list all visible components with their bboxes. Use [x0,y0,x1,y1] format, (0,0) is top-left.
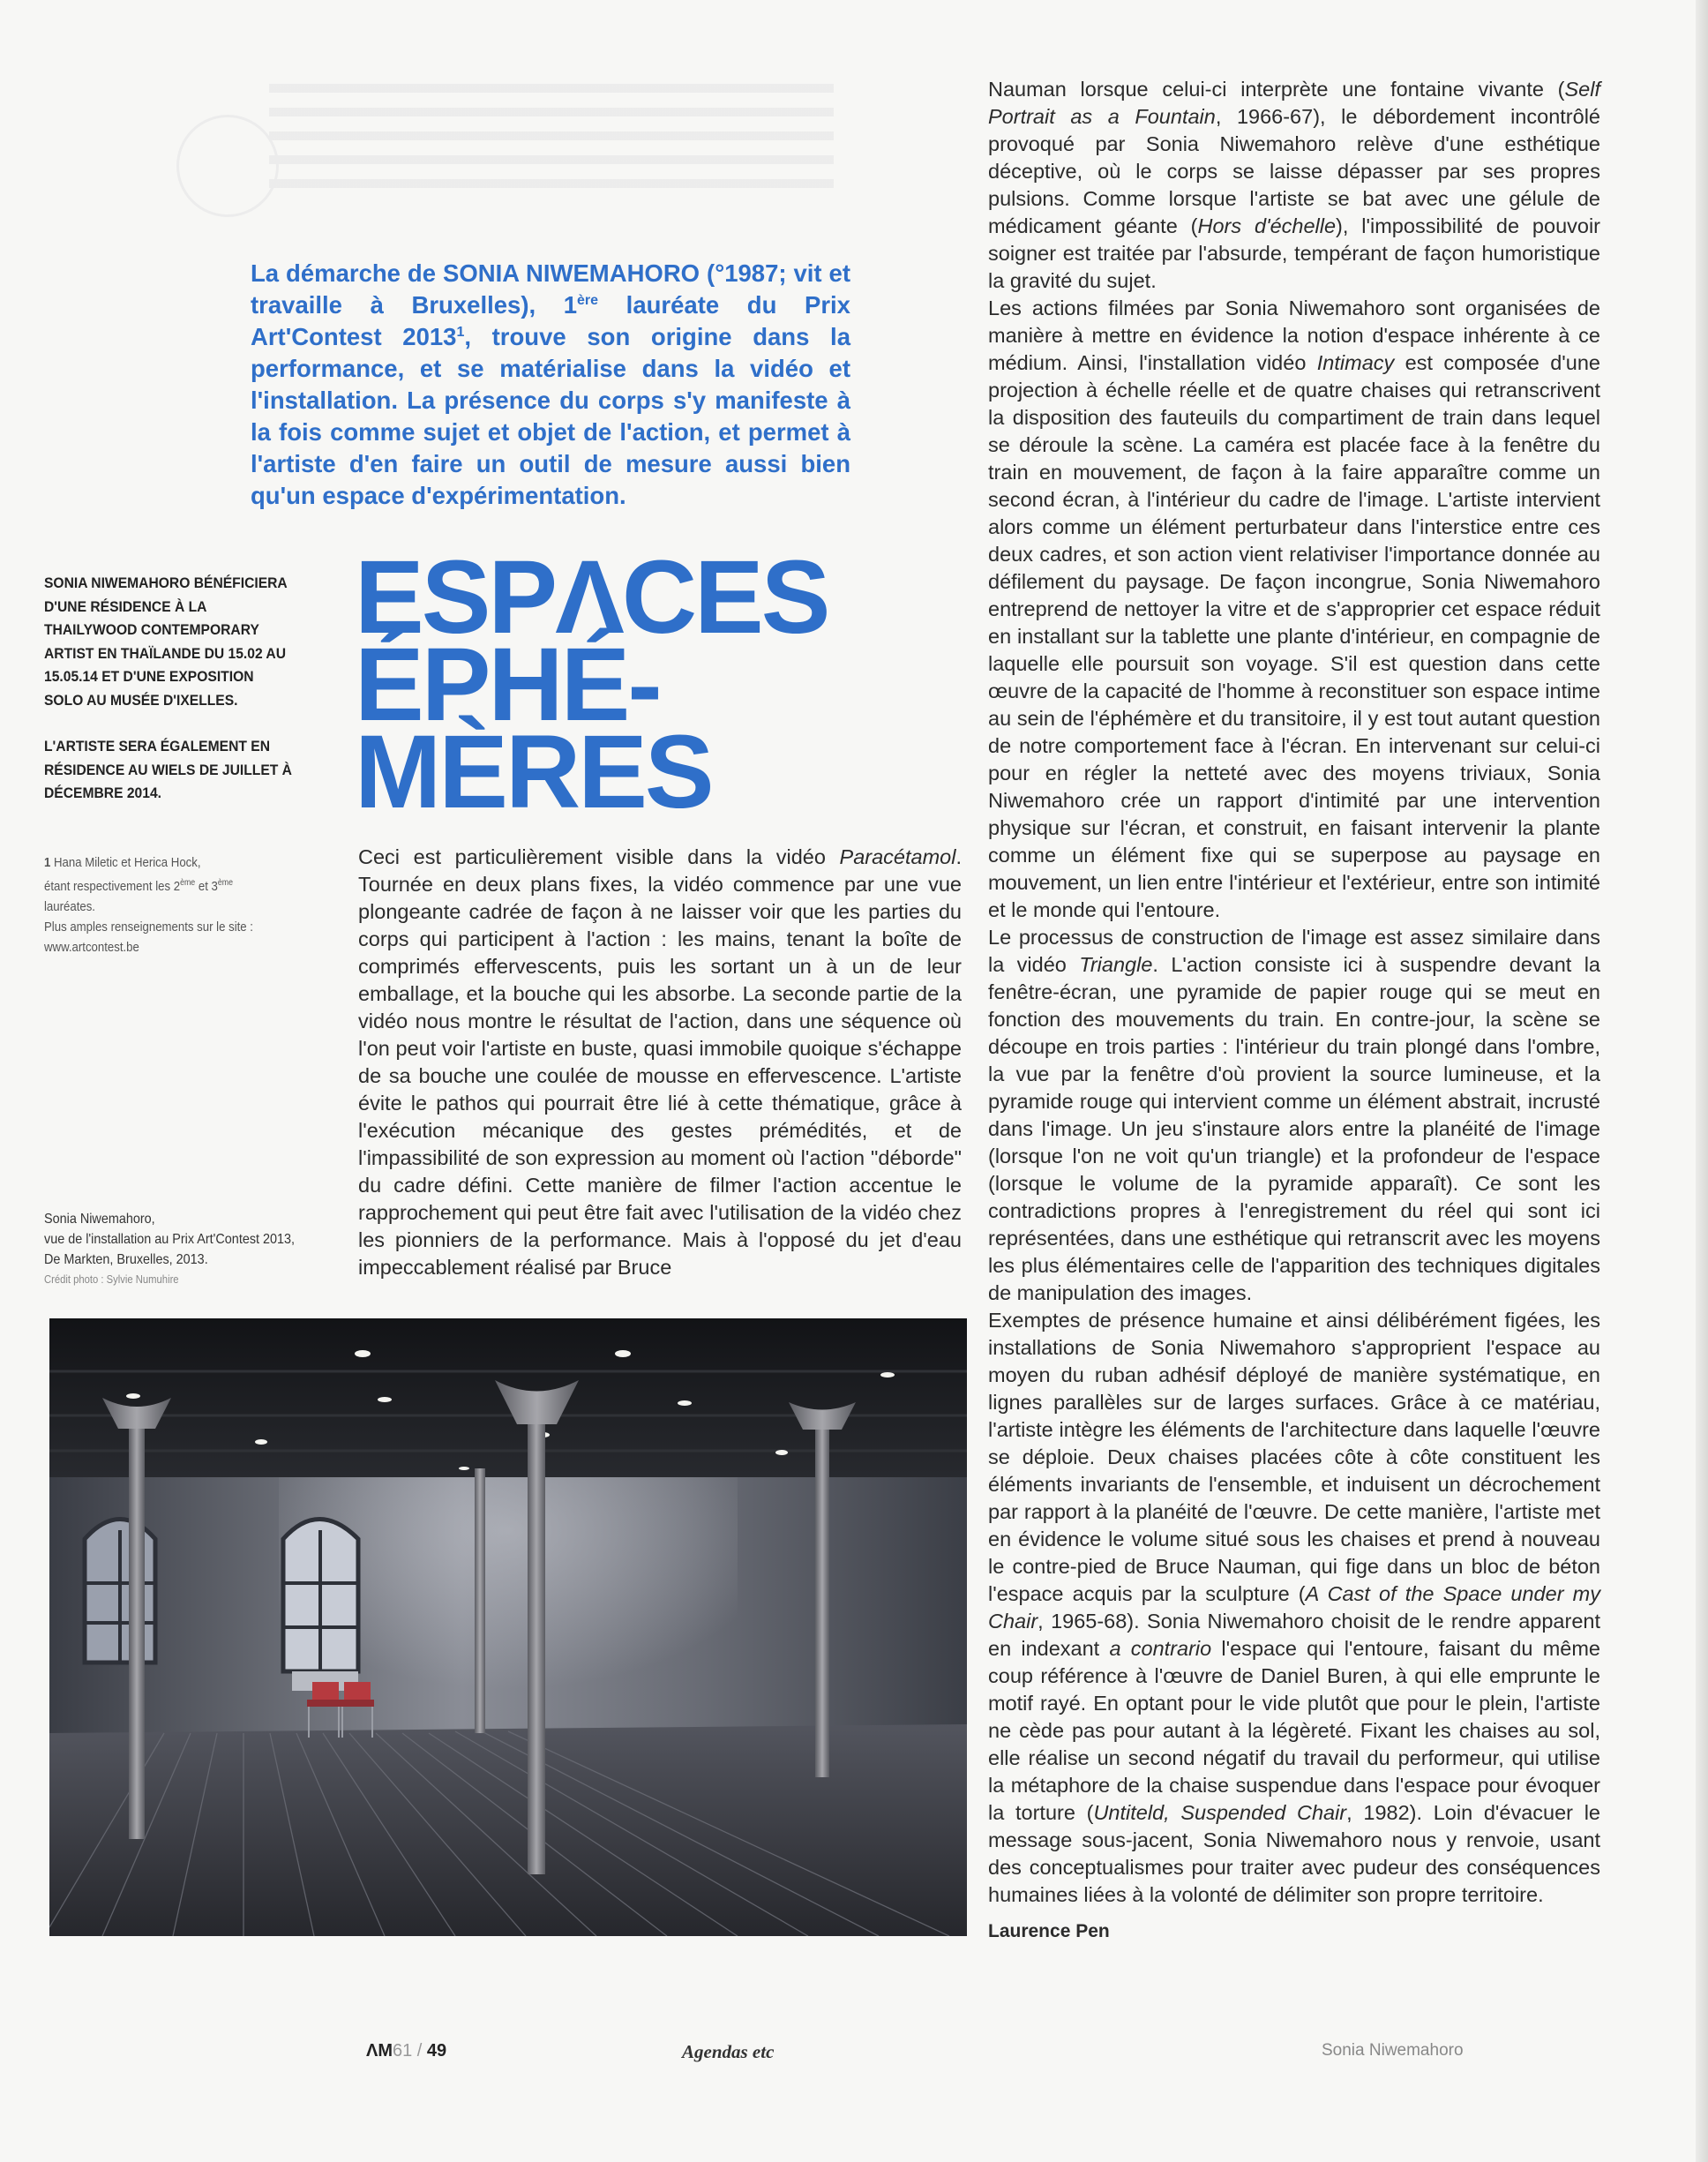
body-text: ), l'impossibilité de pouvoir soigner est traitée par l'absurde, tempérant de façon humoristique la gravité du sujet. [988,214,1600,292]
artcontest-link[interactable]: www.artcontest.be [44,940,139,955]
show-through-text [269,84,834,190]
work-title: Paracétamol [839,845,956,868]
footnote-text: étant respectivement les 2 [44,879,181,894]
footnote-text: Hana Miletic et Herica Hock, [50,855,201,870]
intro-text: lauréate du Prix Art'Contest 2013 [251,291,850,350]
body-text: est composée d'une projection à échelle réelle et de quatre chaises qui retranscrivent la disposition des fauteuils du compartiment de train dans lequel se déroule la scène. La caméra est placée face à la fenêtre du train en mouvement, de façon à la faire apparaître comme un second écran, à l'intérieur du cadre de l'image. L'artiste intervient alors comme un élément perturbateur dans l'interstice entre ces deux cadres, et son action vient relativiser l'importance donnée au défilement du paysage. De façon incongrue, Sonia Niwemahoro entreprend de nettoyer la vitre et de s'approprier cet espace réduit en installant sur la tablette une plante d'intérieur, en compagnie de laquelle elle poursuit son voyage. S'il est question dans cette œuvre de la capacité de l'homme à reconstituer son espace intime au sein de l'éphémère et du transitoire, il y est tout autant question de notre comportement face à l'écran. En intervenant sur celui-ci pour en régler la netteté avec des moyens triviaux, Sonia Niwemahoro crée un rapport d'intimité par une intervention physique sur l'écran, et construit, en faisant intervenir la plante comme un élément fixe qui se superpose au paysage en mouvement, un lien entre l'intérieur et l'extérieur, entre son intimité et le monde qui l'entoure. [988,351,1600,921]
body-column-middle [358,844,962,1281]
body-text: , 1965-68). Sonia Niwemahoro choisit de le rendre apparent en indexant [988,1610,1600,1660]
residency-note-2: L'ARTISTE SERA ÉGALEMENT EN RÉSIDENCE AU WIELS DE JUILLET À DÉCEMBRE 2014. [44,738,292,801]
folio-separator: / [412,2041,427,2061]
intro-paragraph [251,258,850,512]
footnote-text: Plus amples renseignements sur le site : [44,920,253,935]
article-headline [355,539,849,830]
artist-name: SONIA NIWEMAHORO [442,259,700,287]
body-text: Le processus de construction de l'image est assez similaire dans la vidéo [988,926,1600,976]
installation-photo [49,1318,967,1936]
page-number: 49 [426,2041,447,2061]
body-text: Nauman lorsque celui-ci interprète une fontaine vivante ( [988,78,1565,101]
work-title: Triangle [1079,953,1153,976]
photo-caption [44,1209,314,1290]
intro-text: , trouve son origine dans la performance, et se matérialise dans la vidéo et l'installation. La présence du corps s'y manifeste à la fois comme sujet et objet de l'action, et permet à l'artiste d'en faire un outil de mesure aussi bien qu'un espace d'expérimentation. [251,323,850,509]
work-title: A Cast of the Space under my Chair [988,1582,1600,1633]
footnote-ref: 1 [456,324,465,340]
magazine-logo: ΛM [366,2041,393,2061]
work-title: Untiteld, Suspended Chair [1093,1801,1347,1824]
footnote-text: lauréates. [44,899,95,914]
section-name: Agendas etc [682,2041,775,2062]
footnote-number: 1 [44,855,51,870]
residency-note-1: SONIA NIWEMAHORO BÉNÉFICIERA D'UNE RÉSIDENCE À LA THAILYWOOD CONTEMPORARY ARTIST EN THAÏLANDE DU 15.02 AU 15.05.14 ET D'UNE EXPOSITION SOLO AU MUSÉE D'IXELLES. [44,574,288,709]
photo-credit: Crédit photo : Sylvie Numuhire [44,1273,179,1286]
author-signature: Laurence Pen [988,1921,1110,1941]
body-text: , 1966-67), le débordement incontrôlé provoqué par Sonia Niwemahoro relève d'une esthétique déceptive, où le corps se laisse dépasser par ses propres pulsions. Comme lorsque l'artiste se bat avec une gélule de médicament géante ( [988,105,1600,237]
body-column-right [988,76,1600,1945]
headline-line-1: ESPΛCES [355,539,828,656]
body-text: Ceci est particulièrement visible dans la vidéo [358,845,840,868]
ordinal-sup: ème [217,878,234,888]
body-text: . L'action consiste ici à suspendre devant la fenêtre-écran, une pyramide de papier rouge qui se meut en fonction des mouvements du train. En contre-jour, la scène se découpe en trois parties : l'intérieur du train plongé dans l'ombre, la vue par la fenêtre d'où provient la source lumineuse, et la pyramide rouge qui intervient comme un élément abstrait, incrusté dans l'image. Un jeu s'instaure alors entre la planéité de l'image (lorsque l'on ne voit qu'un triangle) et la profondeur de l'espace (lorsque le volume de la pyramide apparaît). Ce sont les contradictions propres à l'enregistrement du réel qui sont ici représentées, dans une esthétique qui retranscrit avec les moyens les plus élémentaires celle de l'apparition des techniques digitales de manipulation des images. [988,953,1600,1304]
latin-phrase: a contrario [1109,1637,1212,1660]
headline-line-2: ÉPHÉ- [355,627,660,743]
ordinal-sup: ère [577,292,599,308]
footnote [44,853,293,958]
headline-line-3: MÈRES [355,714,712,830]
body-text: Les actions filmées par Sonia Niwemahoro sont organisées de manière à mettre en évidence la notion d'espace inhérente à ce médium. Ainsi, l'installation vidéo [988,297,1600,374]
intro-text: La démarche de [251,259,443,287]
issue-number: 61 [393,2041,413,2061]
body-text: l'espace qui l'entoure, faisant du même coup référence à l'œuvre de Daniel Buren, à qui elle emprunte le motif rayé. En optant pour le vide plutôt que pour le plein, l'artiste ne cède pas pour autant à la légèreté. Fixant les chaises au sol, elle réalise un second négatif du travail du performeur, qui utilise la métaphore de la chaise suspendue dans l'espace pour évoquer la torture ( [988,1637,1601,1824]
work-title: Hors d'échelle [1197,214,1337,237]
intro-text: (°1987; vit et travaille à Bruxelles), 1 [251,259,850,319]
caption-artist: Sonia Niwemahoro, [44,1212,155,1227]
residency-note [44,572,296,829]
show-through-circle [176,115,279,217]
body-text: Exemptes de présence humaine et ainsi délibérément figées, les installations de Sonia Niwemahoro s'approprient l'espace au moyen du ruban adhésif déployé de manière systématique, en lignes parallèles sur de larges surfaces. Grâce à ce matériau, l'artiste intègre les éléments de l'architecture dans laquelle l'œuvre se déploie. Deux chaises placées côte à côte constituent les éléments invariants de l'ensemble, et induisent un décrochement par rapport à la planéité de l'œuvre. De cette manière, l'artiste met en évidence le volume situé sous les chaises et prend à nouveau le contre-pied de Bruce Nauman, qui fige dans un bloc de béton l'espace acquis par la sculpture ( [988,1309,1600,1605]
work-title: Intimacy [1316,351,1395,374]
body-text: . Tournée en deux plans fixes, la vidéo commence par une vue plongeante cadrée de façon à ne laisser voir que les parties du corps qui participent à l'action : les mains, tenant la boîte de comprimés effervescents, puis les sortant un à un de leur emballage, et la bouche qui les absorbe. La seconde partie de la vidéo nous montre le résultat de l'action, dans une séquence où l'on peut voir l'artiste en buste, quasi immobile quoique s'échappe de sa bouche une coulée de mousse en effervescence. L'artiste évite le pathos qui pourrait être lié à cette thématique, grâce à l'exécution mécanique des gestes prémédités, et de l'impassibilité de son expression au moment où l'action "déborde" du cadre défini. Cette manière de filmer l'action accentue le rapprochement qui peut être fait avec l'utilisation de la vidéo chez les pionniers de la performance. Mais à l'opposé du jet d'eau impeccablement réalisé par Bruce [358,845,962,1279]
folio [366,2041,446,2061]
ordinal-sup: ème [180,878,196,888]
footnote-text: et 3 [195,879,218,894]
caption-description: vue de l'installation au Prix Art'Contest 2013, De Markten, Bruxelles, 2013. [44,1232,296,1267]
work-title: Self Portrait as a Fountain [988,78,1600,128]
page-edge [1696,0,1708,2162]
running-artist-name: Sonia Niwemahoro [1322,2041,1464,2060]
body-text: , 1982). Loin d'évacuer le message sous-jacent, Sonia Niwemahoro nous y renvoie, usant des conceptualismes pour traiter avec pudeur des conséquences humaines liées à la volonté de délimiter son propre territoire. [988,1801,1600,1906]
